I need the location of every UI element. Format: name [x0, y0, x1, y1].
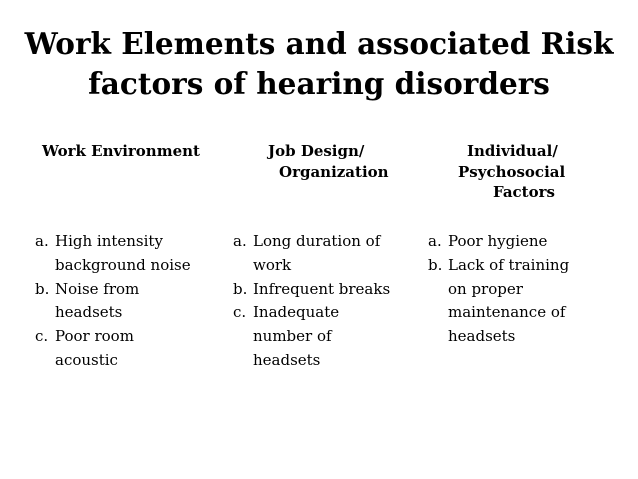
list-item-text	[448, 230, 547, 254]
list-item-text	[55, 325, 134, 373]
list-item	[35, 230, 191, 278]
list-item-text	[253, 230, 380, 278]
list-item-line: work	[253, 255, 292, 274]
individual-factors-list	[428, 230, 569, 349]
list-item-line: Poor hygiene	[448, 232, 548, 250]
list-marker: a.	[35, 232, 49, 250]
list-item-text	[55, 230, 191, 278]
list-item-line: number of	[253, 327, 332, 346]
column-header-line: Organization	[279, 162, 389, 181]
list-item-line: headsets	[253, 350, 321, 369]
list-item-line: Lack of training	[448, 255, 570, 274]
list-item	[233, 301, 390, 372]
list-item-line: maintenance of	[448, 303, 566, 322]
list-item-line: Poor room	[55, 327, 134, 346]
title-line: Work Elements and associated Risk	[24, 26, 614, 61]
list-item	[35, 278, 191, 326]
job-design-list	[233, 230, 390, 373]
column-header-individual-factors	[458, 141, 565, 203]
column-header-line: Job Design/	[268, 142, 365, 160]
list-item-line: Inadequate	[253, 303, 340, 322]
list-item-text	[253, 301, 339, 372]
list-item	[35, 325, 191, 373]
column-header-line: Individual/	[467, 142, 558, 160]
list-marker: b.	[428, 255, 443, 274]
column-header-job-design	[268, 141, 389, 182]
list-item-text	[448, 254, 569, 349]
list-marker: b.	[233, 279, 248, 298]
list-marker: a.	[428, 232, 442, 250]
list-item-line: Long duration of	[253, 232, 381, 250]
work-environment-list	[35, 230, 191, 373]
list-item-line: background noise	[55, 255, 191, 274]
list-item	[233, 278, 390, 302]
list-item-line: acoustic	[55, 350, 118, 369]
list-marker: c.	[35, 327, 49, 346]
list-marker: b.	[35, 279, 50, 298]
list-marker: a.	[233, 232, 247, 250]
list-item	[428, 254, 569, 349]
list-item-text	[253, 278, 390, 302]
list-item-line: on proper	[448, 279, 523, 298]
slide-title	[0, 24, 638, 104]
list-item-line: Noise from	[55, 279, 140, 298]
list-item	[233, 230, 390, 278]
column-header-work-environment	[42, 141, 200, 162]
column-header-line: Factors	[493, 183, 555, 201]
list-item-line: High intensity	[55, 232, 163, 250]
list-item-line: Infrequent breaks	[253, 279, 391, 298]
list-item-line: headsets	[448, 327, 516, 346]
list-item	[428, 230, 569, 254]
title-line: factors of hearing disorders	[88, 66, 550, 101]
list-item-text	[55, 278, 139, 326]
column-header-line: Work Environment	[42, 142, 200, 160]
list-marker: c.	[233, 303, 247, 322]
column-header-line: Psychosocial	[458, 162, 566, 181]
list-item-line: headsets	[55, 303, 123, 322]
